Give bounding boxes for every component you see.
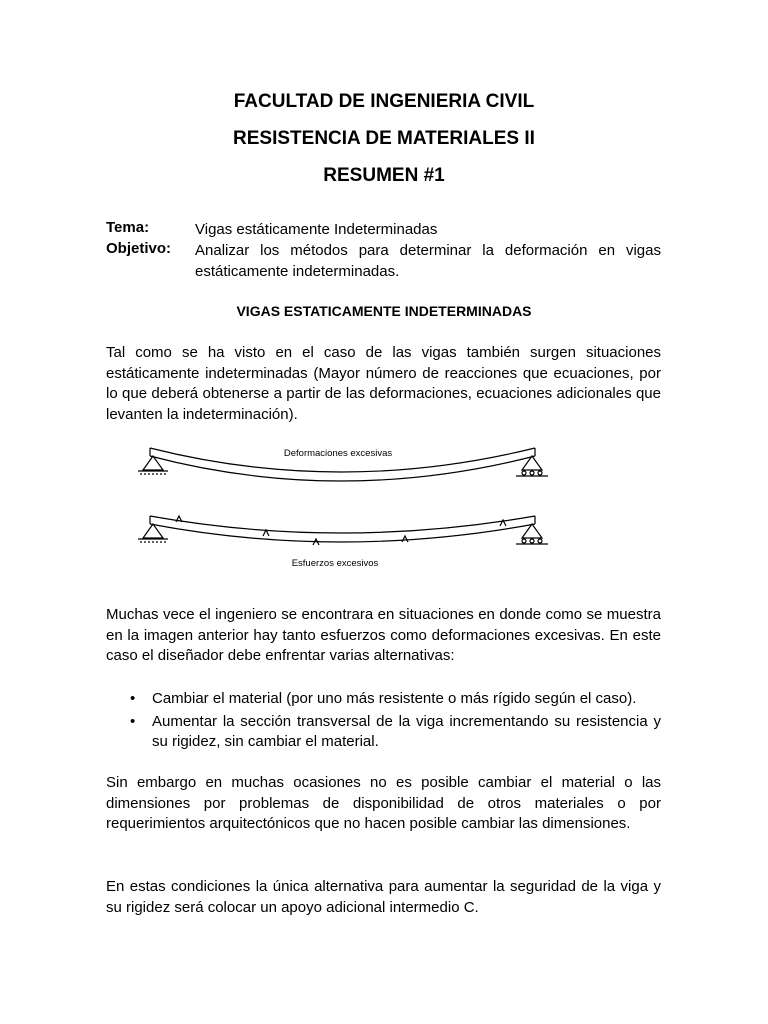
paragraph-intro: Tal como se ha visto en el caso de las vigas también surgen situaciones estáticamente indeterminadas (Mayor número de reacciones que ecuaciones, por lo que deberá obtenerse a partir de las deformaciones, ecuaciones adicionales que levanten la indeterminación). — [106, 344, 661, 423]
paragraph-conclusion: En estas condiciones la única alternativa para aumentar la seguridad de la viga y su rigidez será colocar un apoyo adicional intermedio C. — [106, 878, 661, 916]
beam-figure — [130, 438, 560, 574]
objetivo-label: Objetivo: — [106, 240, 172, 257]
bullet-icon: • — [130, 712, 136, 730]
summary-title: RESUMEN #1 — [323, 165, 445, 186]
faculty-title: FACULTAD DE INGENIERIA CIVIL — [233, 91, 535, 112]
tema-label: Tema: — [106, 219, 150, 236]
list-item-text: Aumentar la sección transversal de la viga incrementando su resistencia y su rigidez, sin cambiar el material. — [152, 712, 661, 750]
paragraph-constraints: Sin embargo en muchas ocasiones no es posible cambiar el material o las dimensiones por problemas de disponibilidad de otros materiales o por requerimientos arquitectónicos que no hacen posible cambiar las dimensiones. — [106, 774, 661, 832]
list-item — [128, 712, 661, 753]
objetivo-value-line1: Analizar los métodos para determinar la deformación en vigas — [195, 242, 661, 259]
course-title: RESISTENCIA DE MATERIALES II — [233, 128, 535, 149]
list-item — [128, 689, 661, 710]
figure-label-deformation: Deformaciones excesivas — [283, 448, 393, 459]
stressed-beam-bottom — [150, 516, 535, 545]
bullet-icon: • — [130, 690, 136, 707]
paragraph-alternatives: Muchas vece el ingeniero se encontrara en situaciones en donde como se muestra en la imagen anterior hay tanto esfuerzos como deformaciones excesivas. En este caso el diseñador debe enfrentar varias alternativas: — [106, 606, 661, 664]
objetivo-value-line2: estáticamente indeterminadas. — [195, 263, 400, 280]
section-heading: VIGAS ESTATICAMENTE INDETERMINADAS — [236, 303, 532, 319]
figure-label-stress: Esfuerzos excesivos — [291, 558, 379, 569]
alternatives-list — [128, 689, 661, 755]
tema-value: Vigas estáticamente Indeterminadas — [195, 221, 438, 238]
pin-support-left-top — [138, 456, 168, 474]
list-item-text: Cambiar el material (por uno más resistente o más rígido según el caso). — [152, 690, 637, 707]
